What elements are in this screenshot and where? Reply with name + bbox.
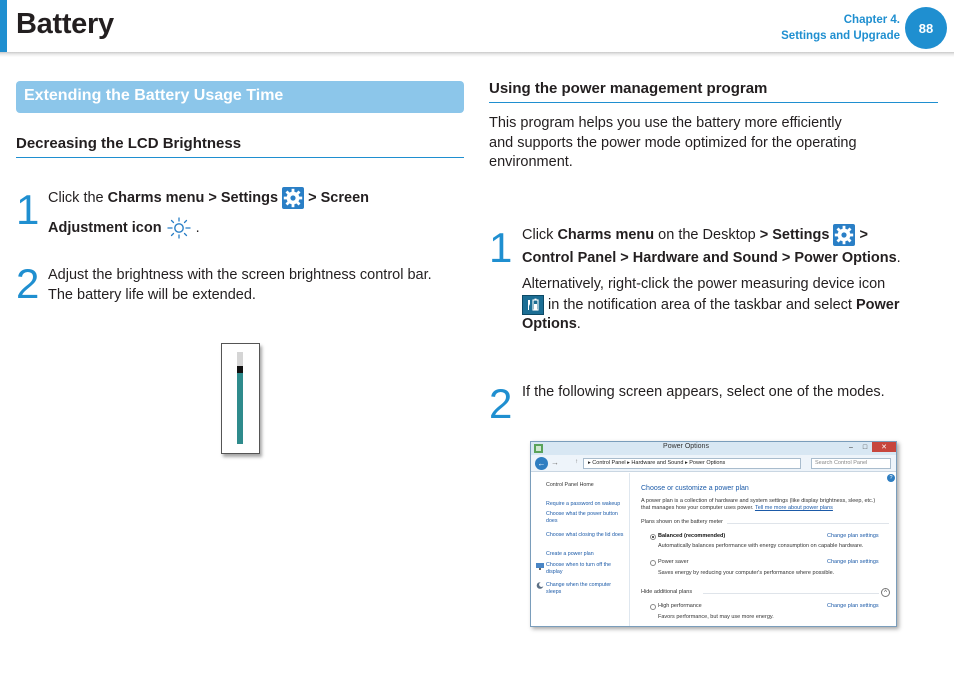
bold-run: Options	[522, 316, 577, 332]
main-description-line2	[641, 505, 833, 512]
forward-button[interactable]: →	[551, 458, 559, 467]
text-line: Adjust the brightness with the screen brightness control bar.	[48, 267, 432, 283]
chapter-name: Settings and Upgrade	[781, 30, 900, 42]
back-button[interactable]: ←	[535, 457, 548, 470]
breadcrumb-path[interactable]: ▸ Control Panel ▸ Hardware and Sound ▸ Power Options	[583, 458, 801, 469]
power-plans-link[interactable]: Tell me more about power plans	[754, 505, 833, 511]
bold-run: Power	[855, 296, 900, 313]
sidebar	[531, 473, 630, 627]
bold-run: Adjustment icon	[48, 219, 162, 236]
text-run: .	[896, 250, 901, 266]
radio-balanced[interactable]	[650, 534, 656, 540]
text-line: The battery life will be extended.	[48, 286, 256, 303]
radio-high-performance[interactable]	[650, 604, 656, 610]
gear-icon	[833, 224, 855, 246]
step-number-2: 2	[16, 260, 40, 307]
main-description-line1: A power plan is a collection of hardware and system settings (like display brightness, sleep, etc.)	[641, 498, 876, 504]
brightness-fill	[237, 373, 243, 444]
right-step1-alt-line2	[522, 295, 938, 315]
window-title: Power Options	[663, 443, 709, 450]
main-panel	[631, 473, 896, 627]
sidebar-item-closing-lid[interactable]: Choose what closing the lid does	[546, 532, 624, 538]
monitor-icon	[536, 563, 544, 570]
plan-balanced-description: Automatically balances performance with energy consumption on capable hardware.	[658, 543, 864, 549]
text-run: Click	[522, 226, 558, 243]
up-arrow-icon[interactable]: ↑	[575, 459, 578, 465]
minimize-button[interactable]: –	[849, 443, 853, 451]
sidebar-item-create-plan[interactable]: Create a power plan	[546, 551, 594, 557]
subheading-rule	[489, 102, 938, 103]
left-step1-line1	[48, 187, 458, 209]
maximize-button[interactable]: □	[862, 443, 868, 451]
search-input[interactable]: Search Control Panel	[811, 458, 891, 469]
page-title: Battery	[16, 8, 114, 40]
left-step2-text	[48, 266, 463, 305]
text-run: in the notification area of the taskbar and select	[544, 296, 856, 313]
brightness-control-bar	[221, 343, 260, 454]
battery-meter-icon	[522, 295, 544, 315]
text-run: .	[576, 316, 581, 332]
plan-balanced-name[interactable]: Balanced (recommended)	[658, 533, 726, 539]
plan-high-performance-name[interactable]: High performance	[658, 603, 702, 609]
text-line: This program helps you use the battery more efficiently	[489, 115, 842, 131]
gear-icon	[282, 187, 304, 209]
text-line: environment.	[489, 154, 573, 170]
bold-run: Charms menu > Settings	[107, 189, 279, 206]
step-number-1: 1	[489, 224, 513, 271]
bold-run: > Screen	[308, 189, 369, 206]
bold-run: Charms menu	[557, 226, 655, 243]
header-divider	[0, 52, 954, 57]
radio-power-saver[interactable]	[650, 560, 656, 566]
change-plan-settings-link[interactable]: Change plan settings	[827, 533, 879, 539]
help-icon[interactable]: ?	[887, 474, 895, 482]
window-titlebar	[531, 442, 896, 455]
moon-icon	[536, 582, 544, 589]
group-divider	[727, 523, 889, 524]
intro-paragraph	[489, 114, 929, 173]
sidebar-item-control-panel-home[interactable]: Control Panel Home	[546, 482, 594, 488]
sidebar-item-require-password[interactable]: Require a password on wakeup	[546, 501, 621, 507]
change-plan-settings-link[interactable]: Change plan settings	[827, 603, 879, 609]
left-step1-line2	[48, 216, 458, 240]
text-run: that manages how your computer uses power.	[641, 505, 754, 511]
brightness-slider-thumb[interactable]	[237, 366, 243, 373]
sidebar-item-power-button[interactable]: Choose what the power button does	[546, 511, 618, 524]
bold-run: >	[859, 226, 868, 243]
page-number-badge: 88	[905, 7, 947, 49]
change-plan-settings-link[interactable]: Change plan settings	[827, 559, 879, 565]
plan-high-performance-description: Favors performance, but may use more energy.	[658, 614, 774, 620]
right-step1-alt-line1: Alternatively, right-click the power measuring device icon	[522, 276, 886, 292]
bold-run: Control Panel > Hardware and Sound > Power Options	[522, 250, 897, 266]
right-step1-line1	[522, 224, 938, 246]
plan-power-saver-name[interactable]: Power saver	[658, 559, 689, 565]
hide-additional-plans-label[interactable]: Hide additional plans	[641, 589, 693, 595]
group-divider	[703, 593, 879, 594]
subheading-lcd-brightness: Decreasing the LCD Brightness	[16, 135, 242, 152]
text-run: Click the	[48, 189, 108, 206]
close-button[interactable]: ✕	[872, 442, 896, 452]
plan-power-saver-description: Saves energy by reducing your computer's performance where possible.	[658, 570, 835, 576]
chapter-label	[781, 12, 900, 44]
text-line: and supports the power mode optimized for the operating	[489, 134, 857, 151]
right-step1-line2	[522, 249, 938, 269]
subheading-rule	[16, 157, 464, 158]
bold-run: > Settings	[759, 226, 830, 243]
main-heading: Choose or customize a power plan	[641, 485, 749, 492]
chapter-number: Chapter 4.	[843, 14, 900, 26]
text-run: .	[195, 219, 200, 236]
right-step2-text: If the following screen appears, select one of the modes.	[522, 384, 885, 400]
step-number-1: 1	[16, 186, 40, 233]
sun-brightness-icon	[166, 216, 192, 240]
address-bar	[531, 455, 896, 472]
power-options-window	[530, 441, 897, 627]
right-step1-alt-line3	[522, 315, 938, 335]
text-run: on the Desktop	[654, 226, 760, 243]
sidebar-item-computer-sleeps[interactable]: Change when the computer sleeps	[546, 582, 612, 595]
step-number-2: 2	[489, 380, 513, 427]
collapse-chevron-icon[interactable]: ^	[881, 588, 890, 597]
section-title: Extending the Battery Usage Time	[24, 87, 284, 104]
group-battery-meter-label: Plans shown on the battery meter	[641, 519, 723, 525]
sidebar-item-turn-off-display[interactable]: Choose when to turn off the display	[546, 562, 611, 575]
subheading-power-management: Using the power management program	[489, 80, 768, 97]
header-accent-bar	[0, 0, 7, 52]
